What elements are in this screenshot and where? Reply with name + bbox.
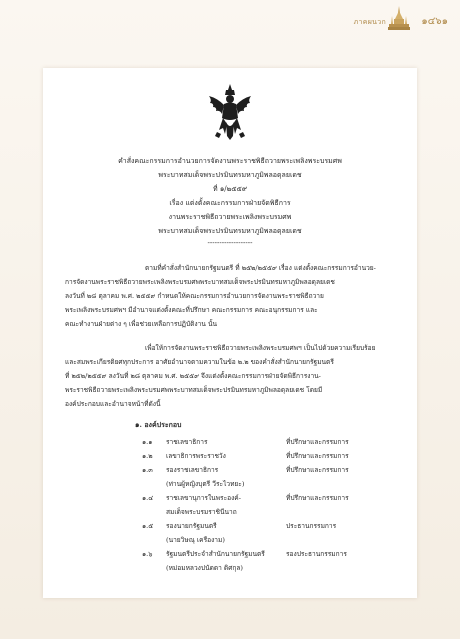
order-title: คำสั่งคณะกรรมการอำนวยการจัดงานพระราชพิธีถวายพระเพลิงพระบรมศพ bbox=[118, 157, 342, 165]
member-number: ๑.๕ bbox=[142, 522, 154, 530]
order-number: ที่ ๑/๒๕๕๙ bbox=[213, 185, 247, 193]
paragraph-1-line: ลงวันที่ ๒๘ ตุลาคม พ.ศ. ๒๕๕๙ กำหนดให้คณะกรรมการอำนวยการจัดงานพระราชพิธีถวาย bbox=[65, 292, 324, 300]
paragraph-2-line: องค์ประกอบและอำนาจหน้าที่ดังนี้ bbox=[65, 400, 161, 408]
order-subject-king-2: พระบาทสมเด็จพระปรมินทรมหาภูมิพลอดุลยเดช bbox=[158, 227, 302, 235]
member-subname: สมเด็จพระบรมราชินีนาถ bbox=[166, 508, 237, 516]
member-number: ๑.๑ bbox=[142, 438, 153, 446]
member-subname: (นายวิษณุ เครืองาม) bbox=[166, 536, 225, 544]
member-name: ราชเลขานุการในพระองค์- bbox=[166, 494, 241, 502]
paragraph-1-line: ตามที่คำสั่งสำนักนายกรัฐมนตรี ที่ ๒๕๒/๒๕๕๙ เรื่อง แต่งตั้งคณะกรรมการอำนวย- bbox=[145, 264, 376, 272]
member-name: รองราชเลขาธิการ bbox=[166, 466, 219, 474]
section-title: ๑. องค์ประกอบ bbox=[135, 420, 182, 429]
member-row bbox=[43, 450, 417, 461]
member-number: ๑.๔ bbox=[142, 494, 154, 502]
member-subname: (ท่านผู้หญิงบุตรี วีระไวทยะ) bbox=[166, 480, 245, 488]
page-header bbox=[0, 0, 460, 40]
paragraph-1-line: พระเพลิงพระบรมศพฯ มีอำนาจแต่งตั้งคณะที่ปรึกษา คณะกรรมการ คณะอนุกรรมการ และ bbox=[65, 306, 318, 314]
royal-crematorium-icon bbox=[388, 6, 410, 32]
member-number: ๑.๖ bbox=[142, 550, 153, 558]
member-row bbox=[43, 520, 417, 531]
member-name: รองนายกรัฐมนตรี bbox=[166, 522, 217, 530]
member-row bbox=[43, 436, 417, 447]
garuda-emblem-icon bbox=[207, 84, 253, 142]
member-row bbox=[43, 548, 417, 559]
paragraph-2-line: พระราชพิธีถวายพระเพลิงพระบรมศพพระบาทสมเด็จพระปรมินทรมหาภูมิพลอดุลยเดช โดยมี bbox=[65, 386, 323, 394]
member-role: ที่ปรึกษาและกรรมการ bbox=[286, 452, 349, 460]
order-subject-king: พระบาทสมเด็จพระปรมินทรมหาภูมิพลอดุลยเดช bbox=[158, 171, 302, 179]
paragraph-2-line: ที่ ๒๕๒/๒๕๕๙ ลงวันที่ ๒๘ ตุลาคม พ.ศ. ๒๕๕๙ จึงแต่งตั้งคณะกรรมการฝ่ายจัดพิธีการงาน- bbox=[65, 372, 321, 380]
member-role: ประธานกรรมการ bbox=[286, 522, 337, 530]
member-name: ราชเลขาธิการ bbox=[166, 438, 208, 446]
page-number: ๑๔๖๑ bbox=[421, 16, 448, 27]
order-subject-ceremony: งานพระราชพิธีถวายพระเพลิงพระบรมศพ bbox=[168, 213, 292, 221]
paragraph-1-line: คณะทำงานฝ่ายต่าง ๆ เพื่อช่วยเหลือการปฏิบัติงาน นั้น bbox=[65, 320, 217, 328]
member-number: ๑.๒ bbox=[142, 452, 153, 460]
member-subname: (หม่อมหลวงปนัดดา ดิศกุล) bbox=[166, 564, 244, 572]
document-page bbox=[43, 68, 417, 598]
member-number: ๑.๓ bbox=[142, 466, 153, 474]
member-name: เลขาธิการพระราชวัง bbox=[166, 452, 226, 460]
paragraph-2-line: และสมพระเกียรติยศทุกประการ อาศัยอำนาจตามความในข้อ ๒.๒ ของคำสั่งสำนักนายกรัฐมนตรี bbox=[65, 358, 334, 366]
member-row bbox=[43, 492, 417, 503]
member-name: รัฐมนตรีประจำสำนักนายกรัฐมนตรี bbox=[166, 550, 265, 558]
title-separator: ------------------- bbox=[207, 239, 253, 247]
member-role: ที่ปรึกษาและกรรมการ bbox=[286, 494, 349, 502]
member-role: รองประธานกรรมการ bbox=[286, 550, 347, 558]
order-subject: เรื่อง แต่งตั้งคณะกรรมการฝ่ายจัดพิธีการ bbox=[169, 199, 291, 207]
paragraph-1-line: การจัดงานพระราชพิธีถวายพระเพลิงพระบรมศพพระบาทสมเด็จพระปรมินทรมหาภูมิพลอดุลยเดช bbox=[65, 278, 335, 286]
member-row bbox=[43, 464, 417, 475]
member-role: ที่ปรึกษาและกรรมการ bbox=[286, 466, 349, 474]
member-role: ที่ปรึกษาและกรรมการ bbox=[286, 438, 349, 446]
paragraph-2-line: เพื่อให้การจัดงานพระราชพิธีถวายพระเพลิงพระบรมศพฯ เป็นไปด้วยความเรียบร้อย bbox=[145, 344, 376, 352]
section-label: ภาคผนวก bbox=[353, 18, 386, 26]
